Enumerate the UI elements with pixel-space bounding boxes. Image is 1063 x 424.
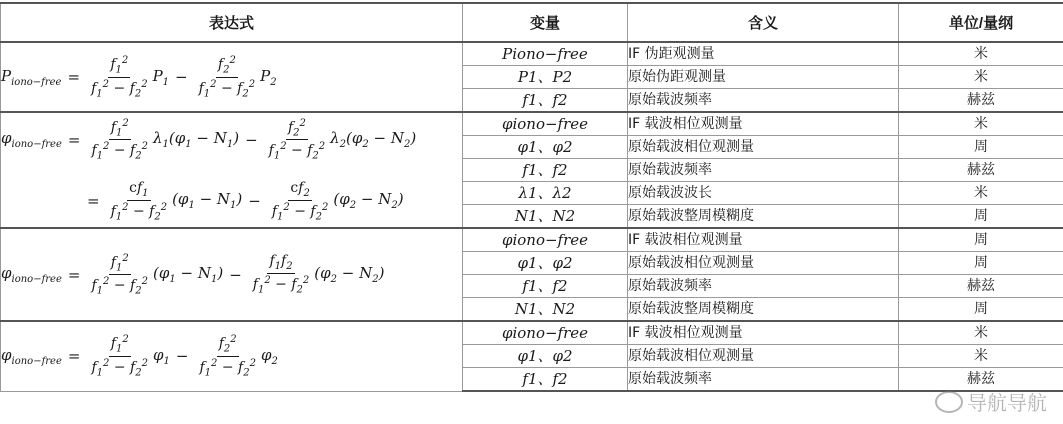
table-row <box>1 228 1063 252</box>
variable-cell: f1、f2 <box>463 159 628 182</box>
header-meaning: 含义 <box>628 3 899 42</box>
unit-cell: 米 <box>899 345 1063 368</box>
meaning-cell: 原始载波频率 <box>628 159 899 182</box>
variable-cell: P1、P2 <box>463 66 628 89</box>
variable-cell: Piono−free <box>463 42 628 66</box>
variable-cell: N1、N2 <box>463 298 628 322</box>
unit-cell: 赫兹 <box>899 159 1063 182</box>
unit-cell: 米 <box>899 182 1063 205</box>
unit-cell: 赫兹 <box>899 275 1063 298</box>
unit-cell: 周 <box>899 252 1063 275</box>
formula-iono-free-carrier-phase-simple: $\varphi_{iono-free}$ = $\frac{f_1^2}{f_1^2 - f_2^2}$ $\varphi_1$ − $\frac{f_2^2}{f_1^2 - f_2^2}$ $\varphi_2$ <box>1 321 463 391</box>
unit-cell: 周 <box>899 228 1063 252</box>
formula-iono-free-carrier-phase-meters: $\varphi_{iono-free}$ = $\frac{f_1^2}{f_1^2 - f_2^2}$ $\lambda_1(\varphi_1 - N_1)$ − $\frac{f_2^2}{f_1^2 - f_2^2}$ $\lambda_2(\varphi_2 - N_2)$ = $\frac{cf_1}{f_1^2 - f_2^2}$ $(\varphi_1 - N_1)$ − $\frac{cf_2}{f_1^2 - f_2^2}$ $(\varphi_2 - N_2)$ <box>1 112 463 228</box>
unit-cell: 赫兹 <box>899 368 1063 392</box>
variable-cell: f1、f2 <box>463 368 628 392</box>
unit-cell: 周 <box>899 136 1063 159</box>
header-expression: 表达式 <box>1 3 463 42</box>
table-row <box>1 112 1063 136</box>
unit-cell: 米 <box>899 321 1063 345</box>
meaning-cell: IF 载波相位观测量 <box>628 112 899 136</box>
meaning-cell: 原始载波相位观测量 <box>628 136 899 159</box>
unit-cell: 周 <box>899 298 1063 322</box>
watermark-text: 导航导航 <box>967 391 1047 415</box>
formula-iono-free-carrier-phase-cycles: $\varphi_{iono-free}$ = $\frac{f_1^2}{f_1^2 - f_2^2}$ $(\varphi_1 - N_1)$ − $\frac{f_1f_2}{f_1^2 - f_2^2}$ $(\varphi_2 - N_2)$ <box>1 228 463 321</box>
meaning-cell: 原始载波频率 <box>628 89 899 113</box>
unit-cell: 周 <box>899 205 1063 229</box>
meaning-cell: IF 载波相位观测量 <box>628 228 899 252</box>
variable-cell: φ1、φ2 <box>463 345 628 368</box>
variable-cell: f1、f2 <box>463 89 628 113</box>
meaning-cell: IF 伪距观测量 <box>628 42 899 66</box>
unit-cell: 米 <box>899 112 1063 136</box>
table-row <box>1 42 1063 66</box>
header-unit: 单位/量纲 <box>899 3 1063 42</box>
variable-cell: φiono−free <box>463 228 628 252</box>
formula-table <box>0 2 1063 392</box>
variable-cell: φiono−free <box>463 112 628 136</box>
variable-cell: φiono−free <box>463 321 628 345</box>
meaning-cell: 原始载波整周模糊度 <box>628 205 899 229</box>
wechat-icon <box>935 391 963 413</box>
unit-cell: 米 <box>899 42 1063 66</box>
variable-cell: λ1、λ2 <box>463 182 628 205</box>
table-row <box>1 321 1063 345</box>
header-variable: 变量 <box>463 3 628 42</box>
variable-cell: φ1、φ2 <box>463 136 628 159</box>
meaning-cell: 原始载波波长 <box>628 182 899 205</box>
formula-iono-free-pseudorange: $P_{iono-free}$ = $\frac{f_1^2}{f_1^2 - f_2^2}$ $P_1$ − $\frac{f_2^2}{f_1^2 - f_2^2}$ $P_2$ <box>1 42 463 112</box>
header-row <box>1 3 1063 42</box>
unit-cell: 赫兹 <box>899 89 1063 113</box>
meaning-cell: 原始载波频率 <box>628 368 899 392</box>
variable-cell: f1、f2 <box>463 275 628 298</box>
meaning-cell: IF 载波相位观测量 <box>628 321 899 345</box>
meaning-cell: 原始载波相位观测量 <box>628 345 899 368</box>
meaning-cell: 原始载波相位观测量 <box>628 252 899 275</box>
variable-cell: φ1、φ2 <box>463 252 628 275</box>
meaning-cell: 原始伪距观测量 <box>628 66 899 89</box>
unit-cell: 米 <box>899 66 1063 89</box>
watermark <box>935 387 1047 416</box>
variable-cell: N1、N2 <box>463 205 628 229</box>
meaning-cell: 原始载波频率 <box>628 275 899 298</box>
meaning-cell: 原始载波整周模糊度 <box>628 298 899 322</box>
